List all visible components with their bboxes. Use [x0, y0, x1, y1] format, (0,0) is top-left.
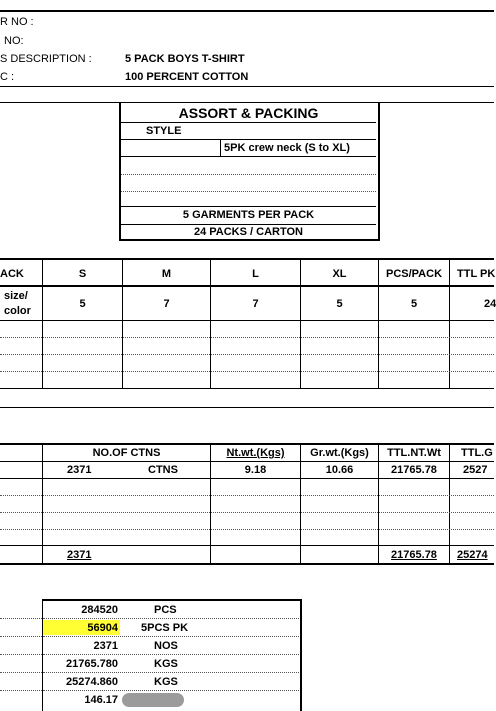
ctn-table-top [0, 443, 494, 445]
ctn-ttl-nt: 21765.78 [391, 464, 437, 476]
size-row-line [0, 320, 494, 321]
size-header-ttl-pk: TTL PK [457, 268, 496, 280]
page-scroll-indicator[interactable] [122, 693, 184, 707]
assort-title: ASSORT & PACKING [178, 105, 319, 121]
size-value-s: 5 [79, 298, 86, 310]
summary-left-dotted-4 [0, 672, 42, 673]
assort-style-label: STYLE [146, 125, 182, 137]
size-header-pack: ACK [0, 268, 24, 280]
ctn-header-gr-wt: Gr.wt.(Kgs) [310, 447, 369, 459]
assort-style-sep [220, 139, 221, 156]
summary-value-gross-kgs: 25274.860 [66, 676, 118, 688]
summary-unit-gross-kgs: KGS [154, 676, 178, 688]
style-no-label: NO: [4, 35, 24, 47]
summary-unit-net-kgs: KGS [154, 658, 178, 670]
description-value: 5 PACK BOYS T-SHIRT [125, 53, 245, 65]
ctn-nt-wt: 9.18 [244, 464, 267, 476]
ctn-ttl-g: 2527 [463, 464, 488, 476]
ctn-header-ttl-g: TTL.G [461, 447, 493, 459]
description-label: S DESCRIPTION : [0, 53, 92, 65]
po-label: R NO : [0, 16, 34, 28]
top-border [0, 10, 494, 12]
size-header-l: L [252, 268, 259, 280]
assort-line-3 [121, 224, 376, 225]
assort-style-value: 5PK crew neck (S to XL) [224, 142, 350, 154]
ctn-dotted-2 [0, 512, 494, 513]
summary-value-pcs: 284520 [81, 604, 118, 616]
fabric-label: C : [0, 71, 15, 83]
size-value-l: 7 [252, 298, 259, 310]
ctn-total-ttl-g: 25274 [457, 549, 488, 561]
ctn-header-no-ctns: NO.OF CTNS [92, 447, 161, 459]
size-row-label-1: size/ [4, 290, 28, 302]
ctn-header-ttl-nt: TTL.NT.Wt [387, 447, 441, 459]
size-table-bottom [0, 388, 494, 389]
assort-title-line [121, 122, 376, 123]
ctn-count: 2371 [67, 464, 92, 476]
assort-style-line [121, 139, 376, 140]
summary-value-net-kgs: 21765.780 [66, 658, 118, 670]
summary-left-dotted-2 [0, 636, 42, 637]
ctn-total-line [0, 545, 494, 546]
size-value-ttl-pk: 24 [484, 298, 496, 310]
fabric-value: 100 PERCENT COTTON [125, 71, 249, 83]
size-value-xl: 5 [336, 298, 343, 310]
ctn-total-count: 2371 [67, 549, 92, 561]
summary-dotted-4 [43, 672, 299, 673]
summary-value-cbm: 146.17 [84, 694, 118, 706]
summary-value-packs: 56904 [87, 622, 118, 634]
size-dotted-3 [0, 371, 494, 372]
assort-dotted-2 [121, 191, 376, 192]
size-col-sep-6 [449, 258, 450, 388]
size-header-xl: XL [332, 268, 347, 280]
size-header-s: S [78, 268, 87, 280]
size-dotted-1 [0, 337, 494, 338]
size-dotted-2 [0, 354, 494, 355]
size-table-top [0, 258, 494, 260]
summary-left-dotted-5 [0, 690, 42, 691]
summary-dotted-3 [43, 654, 299, 655]
ctn-row-line [0, 478, 494, 479]
assort-packs: 24 PACKS / CARTON [193, 226, 303, 238]
summary-unit-packs: 5PCS PK [141, 622, 189, 634]
size-row-label-2: color [4, 305, 31, 317]
summary-dotted-5 [43, 690, 299, 691]
ctn-unit: CTNS [148, 464, 178, 476]
summary-dotted-2 [43, 636, 299, 637]
header-divider [0, 86, 494, 87]
ctn-dotted-1 [0, 495, 494, 496]
size-value-m: 7 [163, 298, 170, 310]
size-value-pcs-pack: 5 [410, 298, 418, 310]
spacer-line [0, 407, 494, 408]
ctn-gr-wt: 10.66 [325, 464, 354, 476]
size-header-m: M [161, 268, 172, 280]
ctn-total-ttl-nt: 21765.78 [391, 549, 437, 561]
summary-dotted-1 [43, 618, 299, 619]
assort-line [121, 156, 376, 157]
summary-unit-pcs: PCS [154, 604, 177, 616]
summary-unit-nos: NOS [154, 640, 178, 652]
summary-left-dotted-3 [0, 654, 42, 655]
size-header-line [0, 285, 494, 287]
summary-left-dotted-1 [0, 618, 42, 619]
assort-dotted-1 [121, 174, 376, 175]
ctn-header-nt-wt: Nt.wt.(Kgs) [226, 447, 285, 459]
assort-garments: 5 GARMENTS PER PACK [182, 209, 315, 221]
ctn-header-line [0, 461, 494, 462]
assort-line-2 [121, 206, 376, 207]
size-header-pcs-pack: PCS/PACK [385, 268, 443, 280]
ctn-dotted-3 [0, 529, 494, 530]
summary-value-nos: 2371 [93, 640, 118, 652]
ctn-table-bottom [0, 563, 494, 565]
